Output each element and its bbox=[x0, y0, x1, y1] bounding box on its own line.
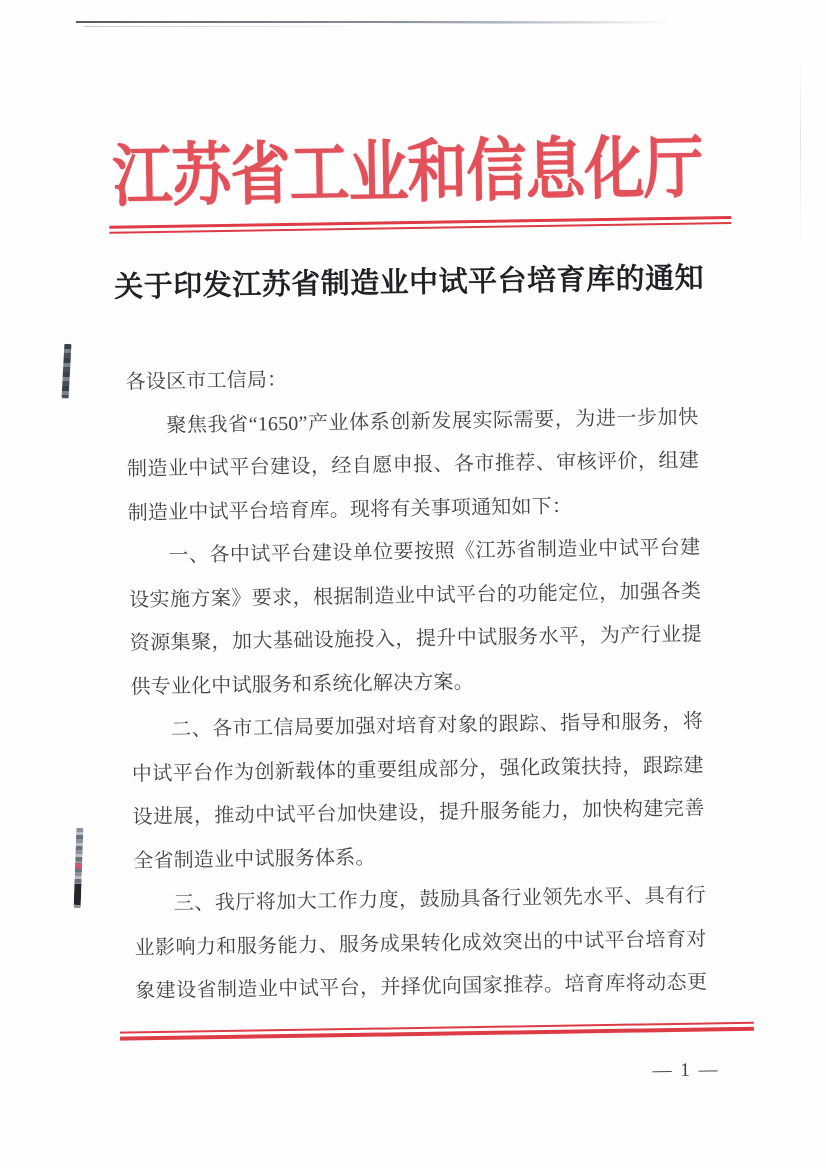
document-title: 关于印发江苏省制造业中试平台培育库的通知 bbox=[113, 262, 705, 304]
body-line: 三、我厅将加大工作力度，鼓励具备行业领先水平、具有行 bbox=[173, 884, 707, 915]
body-line: 象建设省制造业中试平台，并择优向国家推荐。培育库将动态更 bbox=[135, 971, 708, 1003]
body-line: 设实施方案》要求，根据制造业中试平台的功能定位，加强各类 bbox=[128, 579, 702, 611]
body-line: 二、各市工信局要加强对培育对象的跟踪、指导和服务，将 bbox=[170, 710, 704, 741]
footer-separator-rule bbox=[120, 1022, 754, 1041]
body-line: 全省制造业中试服务体系。 bbox=[133, 846, 376, 872]
body-line: 资源集聚，加大基础设施投入，提升中试服务水平，为产行业提 bbox=[129, 623, 702, 655]
body-line: 一、各中试平台建设单位要按照《江苏省制造业中试平台建 bbox=[168, 536, 701, 567]
body-line: 中试平台作为创新载体的重要组成部分，强化政策扶持，跟踪建 bbox=[131, 753, 704, 785]
page-number: — 1 — bbox=[652, 1059, 720, 1082]
body-line: 设进展，推动中试平台加快建设，提升服务能力，加快构建完善 bbox=[132, 797, 705, 829]
body-line: 供专业化中试服务和系统化解决方案。 bbox=[130, 670, 475, 698]
body-line: 制造业中试平台建设，经自愿申报、各市推荐、审核评价，组建 bbox=[126, 449, 700, 481]
body-line: 业影响力和服务能力、服务成果转化成效突出的中试平台培育对 bbox=[134, 927, 707, 959]
letterhead-title: 江苏省工业和信息化厅 bbox=[111, 130, 704, 216]
body-line: 聚焦我省“1650”产业体系创新发展实际需要，为进一步加快 bbox=[166, 406, 699, 437]
body-line: 制造业中试平台培育库。现将有关事项通知如下： bbox=[127, 494, 573, 524]
document-body bbox=[125, 353, 707, 1014]
salutation: 各设区市工信局： bbox=[125, 368, 288, 394]
